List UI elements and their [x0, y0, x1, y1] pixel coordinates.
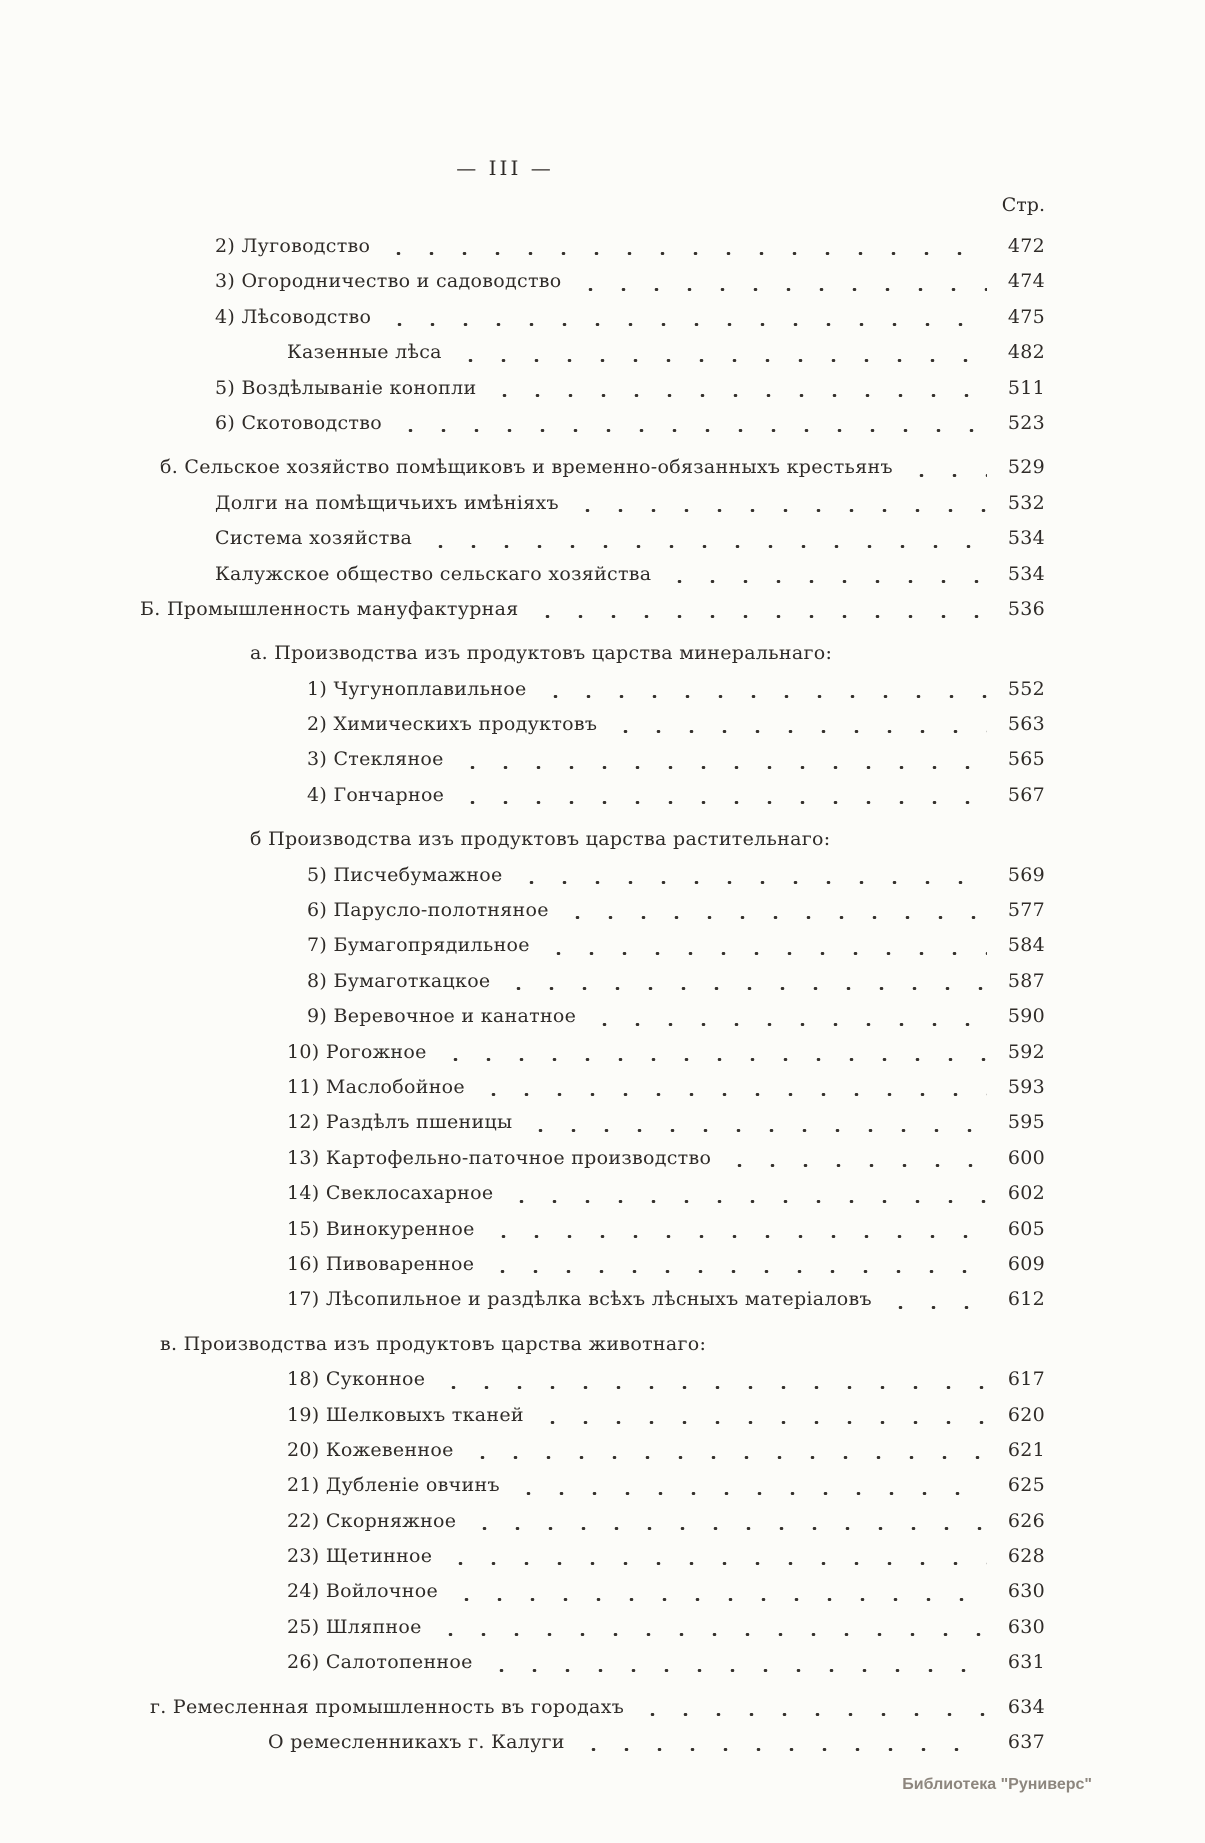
dot-leader	[884, 1306, 987, 1309]
page-number: 529	[1007, 456, 1045, 479]
page-number: 595	[1007, 1111, 1045, 1134]
toc-section-heading	[250, 636, 1045, 671]
dot-leader	[456, 766, 987, 769]
toc-row	[287, 1105, 1045, 1140]
dot-leader	[571, 509, 987, 512]
toc-entry-label: 4) Гончарное	[307, 783, 445, 806]
toc-row	[287, 1610, 1045, 1645]
dot-leader	[905, 474, 987, 477]
page-number: 472	[1007, 235, 1045, 257]
page-number: 602	[1007, 1182, 1045, 1205]
toc-entry-label: 21) Дубленіе овчинъ	[287, 1474, 500, 1497]
toc-row	[215, 486, 1045, 521]
toc-row	[150, 1690, 1045, 1725]
toc-row	[287, 1433, 1045, 1468]
toc-row	[287, 1398, 1045, 1433]
toc-row	[307, 964, 1045, 999]
toc-entry-label: 6) Парусло-полотняное	[307, 899, 549, 922]
page-number: 634	[1007, 1695, 1045, 1718]
page-number: 626	[1007, 1509, 1045, 1532]
toc-entry-label: Система хозяйства	[215, 527, 413, 550]
dot-leader	[466, 1456, 987, 1459]
dot-leader	[539, 695, 987, 698]
toc-row	[307, 999, 1045, 1034]
toc-row	[307, 672, 1045, 707]
dot-leader	[588, 1023, 987, 1026]
dot-leader	[663, 580, 987, 583]
page-number: 567	[1007, 783, 1045, 806]
toc-row	[287, 1504, 1045, 1539]
toc-row	[287, 1176, 1045, 1211]
dot-leader	[450, 1598, 987, 1601]
toc-entry-label: 25) Шляпное	[287, 1615, 422, 1638]
dot-leader	[515, 881, 987, 884]
toc-entry-label: 18) Суконное	[287, 1368, 426, 1391]
dot-leader	[468, 1527, 987, 1530]
dot-leader	[636, 1713, 987, 1716]
toc-row	[215, 406, 1045, 441]
toc-entry-label: а. Производства изъ продуктовъ царства минеральнаго:	[250, 642, 833, 665]
page-number: 474	[1007, 270, 1045, 293]
page-number: 592	[1007, 1040, 1045, 1063]
dot-leader	[577, 1748, 987, 1751]
page-number: 617	[1007, 1368, 1045, 1391]
toc-row	[287, 1035, 1045, 1070]
toc-row	[268, 1725, 1045, 1760]
toc-entry-label: 10) Рогожное	[287, 1040, 427, 1063]
dot-leader	[456, 801, 987, 804]
toc-row	[287, 1468, 1045, 1503]
page-number: 628	[1007, 1545, 1045, 1568]
page-number: 625	[1007, 1474, 1045, 1497]
toc-row	[215, 264, 1045, 299]
toc-entry-label: 2) Луговодство	[215, 235, 371, 257]
toc-row	[307, 778, 1045, 813]
page-number: 552	[1007, 677, 1045, 700]
toc-row	[215, 229, 1045, 264]
toc-entry-label: 5) Писчебумажное	[307, 863, 503, 886]
toc-row	[287, 1645, 1045, 1680]
toc-entry-label: 3) Стекляное	[307, 748, 444, 771]
dot-leader	[561, 916, 987, 919]
toc-entry-label: 17) Лѣсопильное и раздѣлка всѣхъ лѣсныхъ матеріаловъ	[287, 1288, 872, 1311]
toc-row	[287, 335, 1045, 370]
toc-entry-label: 4) Лѣсоводство	[215, 305, 372, 328]
page-number: 621	[1007, 1438, 1045, 1461]
toc-row	[307, 742, 1045, 777]
toc-row	[287, 1070, 1045, 1105]
toc-entry-label: 8) Бумаготкацкое	[307, 969, 491, 992]
page-number: 631	[1007, 1651, 1045, 1674]
toc-entry-label: 5) Воздѣлываніе конопли	[215, 376, 477, 399]
page-number: 637	[1007, 1731, 1045, 1754]
toc-section-heading	[160, 1327, 1045, 1362]
dot-leader	[477, 1093, 987, 1096]
toc-row	[287, 1247, 1045, 1282]
page-number: 577	[1007, 899, 1045, 922]
toc-entry-label: 2) Химическихъ продуктовъ	[307, 713, 598, 736]
toc-entry-label: б. Сельское хозяйство помѣщиковъ и временно-обязанныхъ крестьянъ	[160, 456, 893, 479]
toc-entry-label: 7) Бумагопрядильное	[307, 934, 530, 957]
dot-leader	[434, 1633, 987, 1636]
toc-entry-label: 16) Пивоваренное	[287, 1252, 475, 1275]
dot-leader	[531, 615, 987, 618]
dot-leader	[439, 1058, 987, 1061]
table-of-contents	[140, 229, 1045, 1760]
page-number: 534	[1007, 527, 1045, 550]
dot-leader	[723, 1164, 987, 1167]
dot-leader	[524, 1129, 987, 1132]
toc-row	[160, 450, 1045, 485]
toc-entry-label: г. Ремесленная промышленность въ городахъ	[150, 1695, 625, 1718]
dot-leader	[542, 952, 987, 955]
toc-row	[215, 521, 1045, 556]
toc-entry-label: О ремесленникахъ г. Калуги	[268, 1731, 565, 1754]
page-number: 630	[1007, 1615, 1045, 1638]
dot-leader	[512, 1492, 987, 1495]
toc-entry-label: Б. Промышленность мануфактурная	[140, 597, 519, 620]
page-number: 565	[1007, 748, 1045, 771]
dot-leader	[486, 1270, 987, 1273]
toc-row	[215, 557, 1045, 592]
page-number: 584	[1007, 934, 1045, 957]
toc-entry-label: 11) Маслобойное	[287, 1075, 465, 1098]
dot-leader	[394, 429, 987, 432]
page-number: 620	[1007, 1403, 1045, 1426]
toc-row	[287, 1574, 1045, 1609]
toc-row	[287, 1141, 1045, 1176]
toc-entry-label: 23) Щетинное	[287, 1545, 433, 1568]
dot-leader	[574, 288, 987, 291]
toc-entry-label: 14) Свеклосахарное	[287, 1182, 494, 1205]
library-watermark: Библиотека "Руниверс"	[902, 1776, 1092, 1793]
page-number: 609	[1007, 1252, 1045, 1275]
toc-entry-label: б Производства изъ продуктовъ царства растительнаго:	[250, 828, 831, 851]
page-number: 523	[1007, 411, 1045, 434]
dot-leader	[609, 730, 987, 733]
toc-row	[307, 893, 1045, 928]
toc-entry-label: 12) Раздѣлъ пшеницы	[287, 1111, 513, 1134]
toc-entry-label: 3) Огородничество и садоводство	[215, 270, 562, 293]
dot-leader	[437, 1386, 987, 1389]
page-number: 482	[1007, 341, 1045, 364]
page-number: 590	[1007, 1005, 1045, 1028]
page-number: 536	[1007, 597, 1045, 620]
page-number: 600	[1007, 1146, 1045, 1169]
toc-entry-label: 1) Чугуноплавильное	[307, 677, 527, 700]
toc-row	[307, 928, 1045, 963]
dot-leader	[383, 323, 987, 326]
dot-leader	[424, 545, 987, 548]
dot-leader	[536, 1421, 987, 1424]
page-number-heading: — III —	[456, 156, 554, 180]
page-number: 569	[1007, 863, 1045, 886]
toc-entry-label: 13) Картофельно-паточное производство	[287, 1146, 712, 1169]
page-column-label: Стр.	[1001, 194, 1045, 216]
toc-row	[140, 592, 1045, 627]
page-number: 534	[1007, 562, 1045, 585]
page-number: 593	[1007, 1075, 1045, 1098]
page-number: 612	[1007, 1288, 1045, 1311]
toc-row	[307, 707, 1045, 742]
toc-section-heading	[250, 822, 1045, 857]
dot-leader	[502, 987, 987, 990]
toc-row	[287, 1282, 1045, 1317]
dot-leader	[444, 1562, 987, 1565]
dot-leader	[485, 1669, 987, 1672]
toc-row	[287, 1539, 1045, 1574]
page-number: 511	[1007, 376, 1045, 399]
toc-entry-label: 26) Салотопенное	[287, 1651, 473, 1674]
page-number: 563	[1007, 713, 1045, 736]
page-number: 475	[1007, 305, 1045, 328]
dot-leader	[488, 394, 987, 397]
dot-leader	[487, 1235, 987, 1238]
toc-row	[287, 1362, 1045, 1397]
page-number: 532	[1007, 491, 1045, 514]
toc-entry-label: 20) Кожевенное	[287, 1438, 454, 1461]
toc-entry-label: Казенные лѣса	[287, 341, 442, 364]
toc-row	[307, 858, 1045, 893]
toc-row	[215, 371, 1045, 406]
toc-row	[287, 1212, 1045, 1247]
dot-leader	[382, 252, 987, 255]
toc-entry-label: 22) Скорняжное	[287, 1509, 457, 1532]
toc-row	[215, 300, 1045, 335]
toc-entry-label: Калужское общество сельскаго хозяйства	[215, 562, 652, 585]
toc-entry-label: в. Производства изъ продуктовъ царства животнаго:	[160, 1332, 707, 1355]
toc-entry-label: Долги на помѣщичьихъ имѣніяхъ	[215, 491, 559, 514]
toc-entry-label: 19) Шелковыхъ тканей	[287, 1403, 524, 1426]
dot-leader	[454, 359, 987, 362]
page-number: 605	[1007, 1217, 1045, 1240]
page-number: 587	[1007, 969, 1045, 992]
page-number: 630	[1007, 1580, 1045, 1603]
toc-entry-label: 6) Скотоводство	[215, 411, 382, 434]
dot-leader	[505, 1200, 987, 1203]
toc-entry-label: 9) Веревочное и канатное	[307, 1005, 577, 1028]
toc-entry-label: 15) Винокуренное	[287, 1217, 475, 1240]
toc-entry-label: 24) Войлочное	[287, 1580, 439, 1603]
